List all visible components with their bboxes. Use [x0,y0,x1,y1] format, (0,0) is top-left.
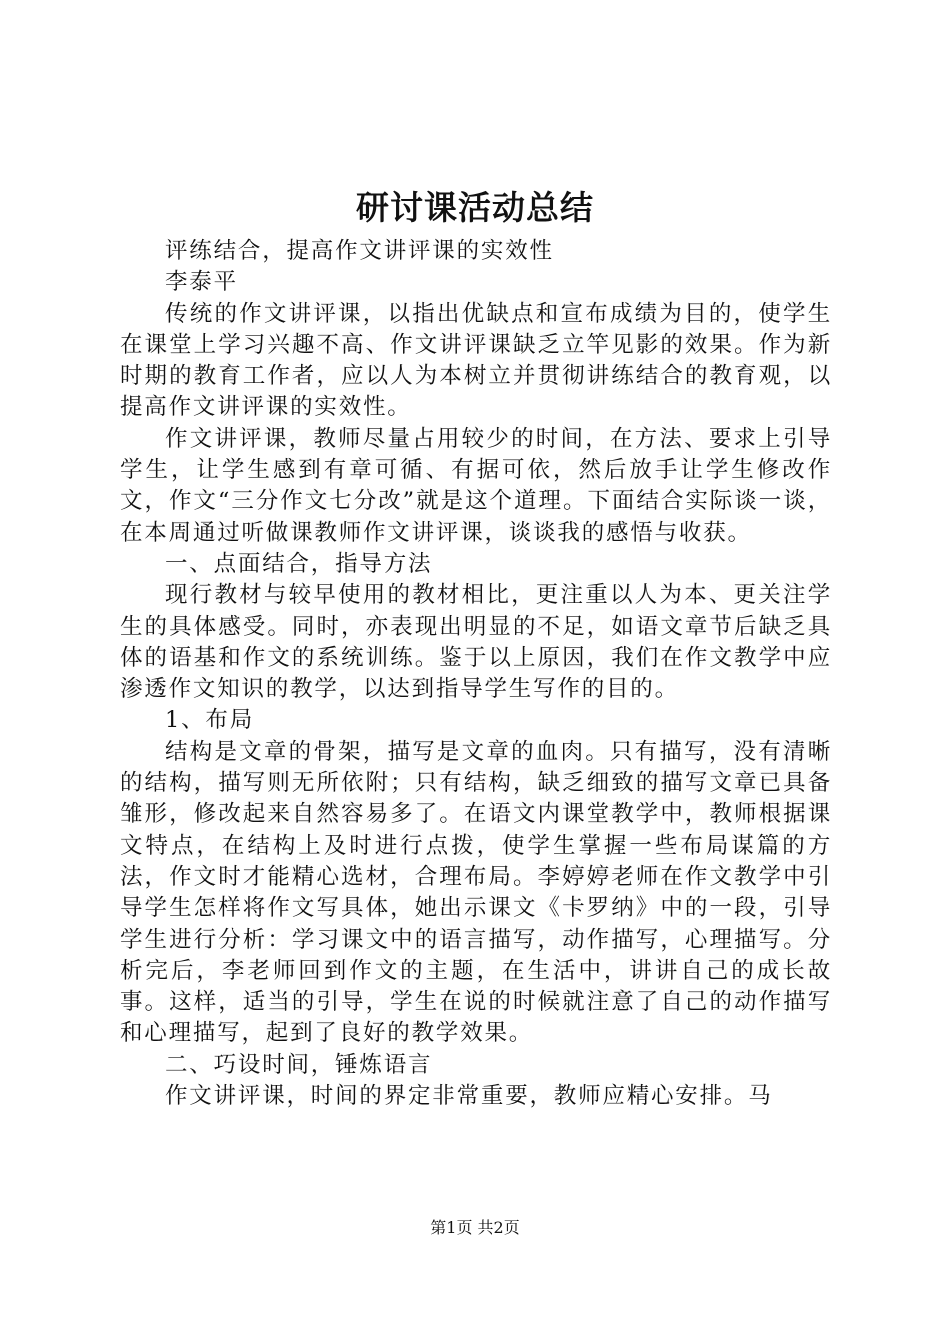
paragraph: 现行教材与较早使用的教材相比，更注重以人为本、更关注学生的具体感受。同时，亦表现出明显的不足，如语文章节后缺乏具体的语基和作文的系统训练。鉴于以上原因，我们在作文教学中应渗透作文知识的教学，以达到指导学生写作的目的。 [120,582,832,703]
section-heading: 一、点面结合，指导方法 [165,550,433,577]
document-title: 研讨课活动总结 [356,188,594,227]
paragraph: 作文讲评课，教师尽量占用较少的时间，在方法、要求上引导学生，让学生感到有章可循、有据可依，然后放手让学生修改作文，作文“三分作文七分改”就是这个道理。下面结合实际谈一谈，在本周通过听做课教师作文讲评课，谈谈我的感悟与收获。 [120,425,832,546]
document-body [120,236,832,1112]
subtitle: 评练结合，提高作文讲评课的实效性 [165,238,554,264]
section-heading: 二、巧设时间，锤炼语言 [165,1051,433,1078]
paragraph: 结构是文章的骨架，描写是文章的血肉。只有描写，没有清晰的结构，描写则无所依附；只有结构，缺乏细致的描写文章已具备雏形，修改起来自然容易多了。在语文内课堂教学中，教师根据课文特点，在结构上及时进行点拨，使学生掌握一些布局谋篇的方法，作文时才能精心选材，合理布局。李婷婷老师在作文教学中引导学生怎样将作文写具体，她出示课文《卡罗纳》中的一段，引导学生进行分析：学习课文中的语言描写，动作描写，心理描写。分析完后，李老师回到作文的主题，在生活中，讲讲自己的成长故事。这样，适当的引导，学生在说的时候就注意了自己的动作描写和心理描写，起到了良好的教学效果。 [120,738,832,1047]
author-name: 李泰平 [165,269,238,296]
subsection-heading: 1、布局 [165,707,255,734]
paragraph: 作文讲评课，时间的界定非常重要，教师应精心安排。马 [165,1083,773,1110]
page-footer: 第1页 共2页 [430,1218,520,1237]
paragraph: 传统的作文讲评课，以指出优缺点和宣布成绩为目的，使学生在课堂上学习兴趣不高、作文讲评课缺乏立竿见影的效果。作为新时期的教育工作者，应以人为本树立并贯彻讲练结合的教育观，以提高作文讲评课的实效性。 [120,300,832,421]
